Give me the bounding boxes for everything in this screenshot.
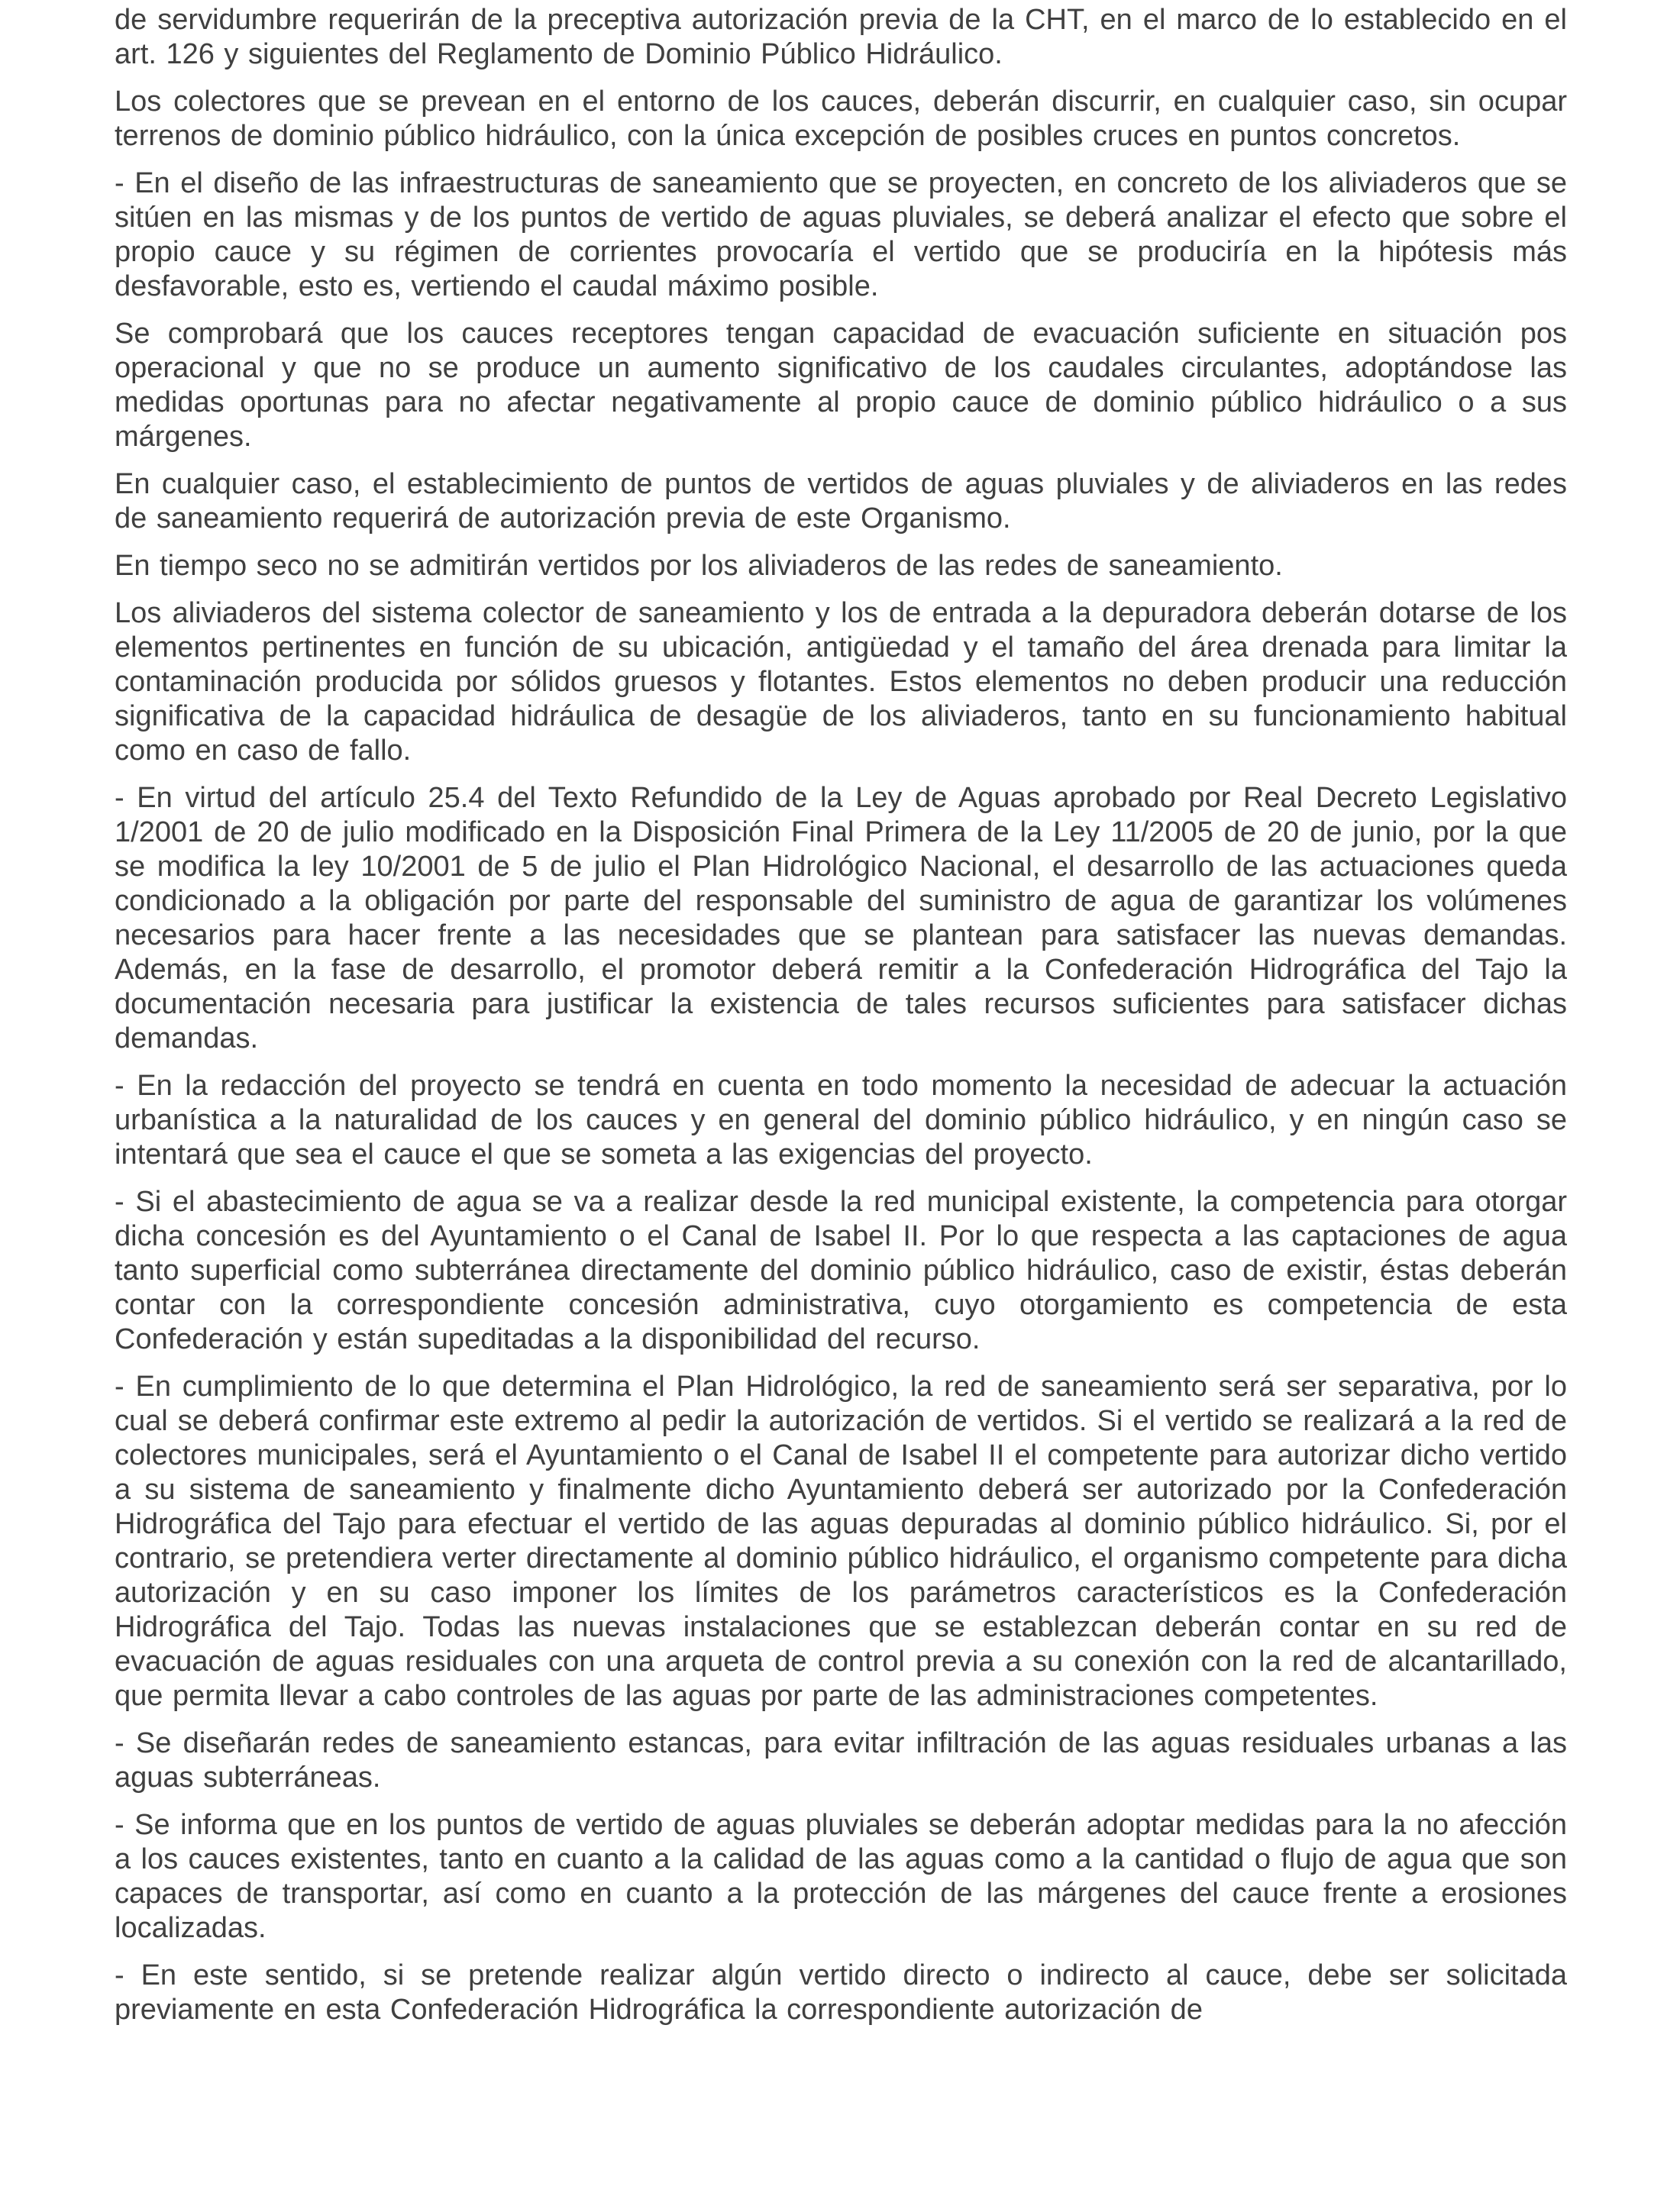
paragraph: En cualquier caso, el establecimiento de puntos de vertidos de aguas pluviales y de aliviaderos en las redes de saneamiento requerirá de autorización previa de este Organismo. <box>115 468 1567 535</box>
paragraph: - En virtud del artículo 25.4 del Texto Refundido de la Ley de Aguas aprobado por Real Decreto Legislativo 1/2001 de 20 de julio modificado en la Disposición Final Primera de la Ley 11/2005 de 20 de junio, por la que se modifica la ley 10/2001 de 5 de julio el Plan Hidrológico Nacional, el desarrollo de las actuaciones queda condicionado a la obligación por parte del responsable del suministro de agua de garantizar los volúmenes necesarios para hacer frente a las necesidades que se plantean para satisfacer las nuevas demandas. Además, en la fase de desarrollo, el promotor deberá remitir a la Confederación Hidrográfica del Tajo la documentación necesaria para justificar la existencia de tales recursos suficientes para satisfacer dichas demandas. <box>115 782 1567 1055</box>
document-body <box>115 3 1567 2027</box>
paragraph: de servidumbre requerirán de la preceptiva autorización previa de la CHT, en el marco de lo establecido en el art. 126 y siguientes del Reglamento de Dominio Público Hidráulico. <box>115 4 1567 70</box>
paragraph: - En la redacción del proyecto se tendrá en cuenta en todo momento la necesidad de adecuar la actuación urbanística a la naturalidad de los cauces y en general del dominio público hidráulico, y en ningún caso se intentará que sea el cauce el que se someta a las exigencias del proyecto. <box>115 1070 1567 1171</box>
paragraph: Los aliviaderos del sistema colector de saneamiento y los de entrada a la depuradora deberán dotarse de los elementos pertinentes en función de su ubicación, antigüedad y el tamaño del área drenada para limitar la contaminación producida por sólidos gruesos y flotantes. Estos elementos no deben producir una reducción significativa de la capacidad hidráulica de desagüe de los aliviaderos, tanto en su funcionamiento habitual como en caso de fallo. <box>115 597 1567 767</box>
paragraph: Los colectores que se prevean en el entorno de los cauces, deberán discurrir, en cualquier caso, sin ocupar terrenos de dominio público hidráulico, con la única excepción de posibles cruces en puntos concretos. <box>115 86 1567 152</box>
paragraph: - En este sentido, si se pretende realizar algún vertido directo o indirecto al cauce, debe ser solicitada previamente en esta Confederación Hidrográfica la correspondiente autorización de <box>115 1959 1567 2026</box>
paragraph: Se comprobará que los cauces receptores tengan capacidad de evacuación suficiente en situación pos operacional y que no se produce un aumento significativo de los caudales circulantes, adoptándose las medidas oportunas para no afectar negativamente al propio cauce de dominio público hidráulico o a sus márgenes. <box>115 318 1567 453</box>
paragraph: - Se informa que en los puntos de vertido de aguas pluviales se deberán adoptar medidas para la no afección a los cauces existentes, tanto en cuanto a la calidad de las aguas como a la cantidad o flujo de agua que son capaces de transportar, así como en cuanto a la protección de las márgenes del cauce frente a erosiones localizadas. <box>115 1809 1567 1944</box>
paragraph: - Si el abastecimiento de agua se va a realizar desde la red municipal existente, la competencia para otorgar dicha concesión es del Ayuntamiento o el Canal de Isabel II. Por lo que respecta a las captaciones de agua tanto superficial como subterránea directamente del dominio público hidráulico, caso de existir, éstas deberán contar con la correspondiente concesión administrativa, cuyo otorgamiento es competencia de esta Confederación y están supeditadas a la disponibilidad del recurso. <box>115 1186 1567 1355</box>
paragraph: En tiempo seco no se admitirán vertidos por los aliviaderos de las redes de saneamiento. <box>115 550 1283 582</box>
paragraph: - En cumplimiento de lo que determina el Plan Hidrológico, la red de saneamiento será ser separativa, por lo cual se deberá confirmar este extremo al pedir la autorización de vertidos. Si el vertido se realizará a la red de colectores municipales, será el Ayuntamiento o el Canal de Isabel II el competente para autorizar dicho vertido a su sistema de saneamiento y finalmente dicho Ayuntamiento deberá ser autorizado por la Confederación Hidrográfica del Tajo para efectuar el vertido de las aguas depuradas al dominio público hidráulico. Si, por el contrario, se pretendiera verter directamente al dominio público hidráulico, el organismo competente para dicha autorización y en su caso imponer los límites de los parámetros característicos es la Confederación Hidrográfica del Tajo. Todas las nuevas instalaciones que se establezcan deberán contar en su red de evacuación de aguas residuales con una arqueta de control previa a su conexión con la red de alcantarillado, que permita llevar a cabo controles de las aguas por parte de las administraciones competentes. <box>115 1371 1567 1712</box>
paragraph: - En el diseño de las infraestructuras de saneamiento que se proyecten, en concreto de los aliviaderos que se sitúen en las mismas y de los puntos de vertido de aguas pluviales, se deberá analizar el efecto que sobre el propio cauce y su régimen de corrientes provocaría el vertido que se produciría en la hipótesis más desfavorable, esto es, vertiendo el caudal máximo posible. <box>115 167 1567 302</box>
paragraph: - Se diseñarán redes de saneamiento estancas, para evitar infiltración de las aguas residuales urbanas a las aguas subterráneas. <box>115 1727 1567 1794</box>
